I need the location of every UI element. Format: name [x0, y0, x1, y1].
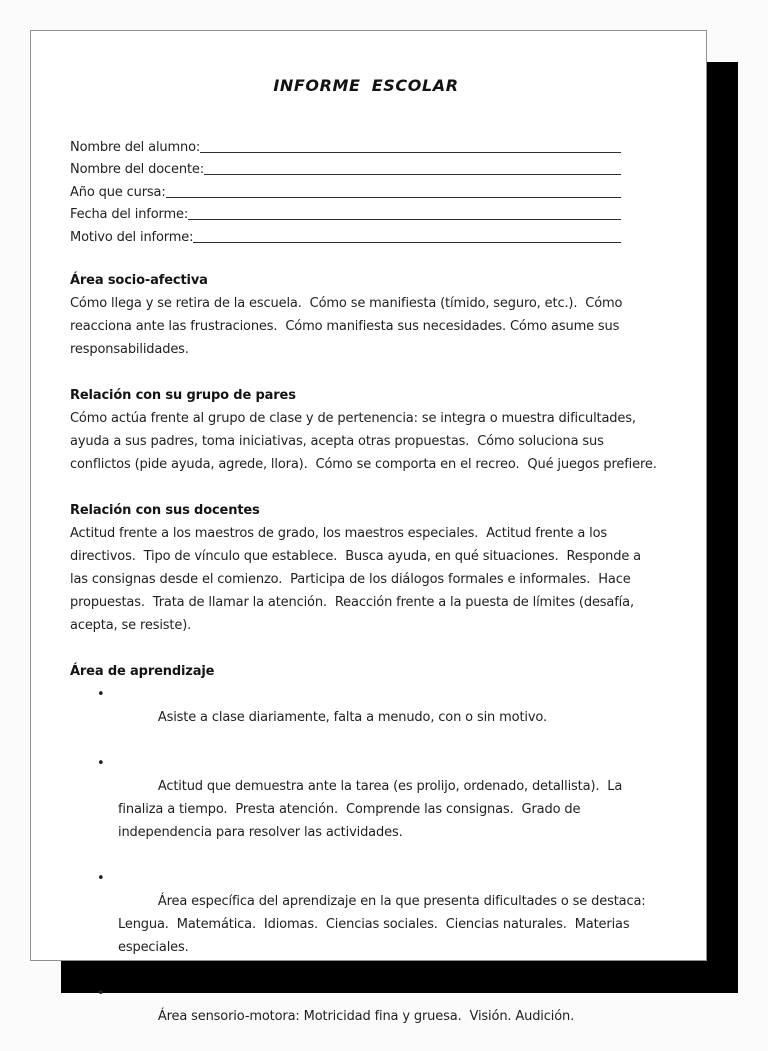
bullet-list: [70, 683, 662, 1051]
form-fields: [70, 133, 621, 246]
student-name-label: Nombre del alumno:: [70, 139, 201, 155]
bullet-item-text: Área sensorio-motora: Motricidad fina y gruesa. Visión. Audición.: [157, 1008, 575, 1024]
report-reason-label: Motivo del informe:: [70, 229, 194, 245]
section-aprendizaje: [70, 660, 662, 1051]
bullet-dot-icon: •: [97, 985, 105, 1001]
bullet-item-text: Área específica del aprendizaje en la que presenta dificultades o se destaca: Lengua. Matemática. Idiomas. Ciencias sociales. Ciencias naturales. Materias especiales.: [118, 893, 650, 955]
bullet-item-text: Actitud que demuestra ante la tarea (es prolijo, ordenado, detallista). La finaliza a tiempo. Presta atención. Comprende las consignas. Grado de independencia para resolver las actividades.: [118, 778, 627, 840]
section-heading: Relación con su grupo de pares: [70, 387, 296, 403]
teacher-name-field: [70, 156, 621, 179]
bullet-dot-icon: •: [97, 686, 105, 702]
bullet-item-text: Asiste a clase diariamente, falta a menudo, con o sin motivo.: [157, 709, 547, 725]
section-body: Cómo llega y se retira de la escuela. Cómo se manifiesta (tímido, seguro, etc.). Cómo reacciona ante las frustraciones. Cómo manifiesta sus necesidades. Cómo asume sus responsabilidades.: [70, 295, 627, 357]
document-page: [30, 30, 707, 1024]
section-docentes: [70, 499, 662, 637]
bullet-item-sensorio-motora: [70, 982, 662, 1051]
section-heading: Área socio-afectiva: [70, 272, 208, 288]
section-heading: Área de aprendizaje: [70, 663, 215, 679]
bullet-dot-icon: •: [97, 755, 105, 771]
document-title: INFORME ESCOLAR: [273, 76, 459, 95]
bullet-dot-icon: •: [97, 870, 105, 886]
school-year-field: [70, 178, 621, 201]
school-year-label: Año que cursa:: [70, 184, 166, 200]
school-year-blank-line: [166, 187, 621, 198]
teacher-name-blank-line: [204, 164, 621, 175]
student-name-field: [70, 133, 621, 156]
report-reason-blank-line: [193, 232, 621, 243]
section-body: Actitud frente a los maestros de grado, los maestros especiales. Actitud frente a los directivos. Tipo de vínculo que establece. Busca ayuda, en qué situaciones. Responde a las consignas desde el comienzo. Participa de los diálogos formales e informales. Hace propuestas. Trata de llamar la atención. Reacción frente a la puesta de límites (desafía, acepta, se resiste).: [70, 525, 645, 633]
bullet-item-asistencia: [70, 683, 662, 752]
teacher-name-label: Nombre del docente:: [70, 162, 204, 177]
section-socio-afectiva: [70, 269, 662, 361]
section-grupo-de-pares: [70, 384, 662, 476]
report-date-field: [70, 201, 621, 224]
report-reason-field: [70, 223, 621, 246]
section-body: Cómo actúa frente al grupo de clase y de pertenencia: se integra o muestra dificultades, ayuda a sus padres, toma iniciativas, acepta otras propuestas. Cómo soluciona sus conflictos (pide ayuda, agrede, llora). Cómo se comporta en el recreo. Qué juegos prefiere.: [70, 410, 657, 472]
bullet-item-area-especifica: [70, 867, 662, 982]
bullet-item-actitud-tarea: [70, 752, 662, 867]
report-date-label: Fecha del informe:: [70, 207, 189, 222]
report-date-blank-line: [188, 209, 621, 220]
document-content: [31, 76, 706, 1051]
student-name-blank-line: [200, 142, 621, 153]
section-heading: Relación con sus docentes: [70, 502, 260, 518]
